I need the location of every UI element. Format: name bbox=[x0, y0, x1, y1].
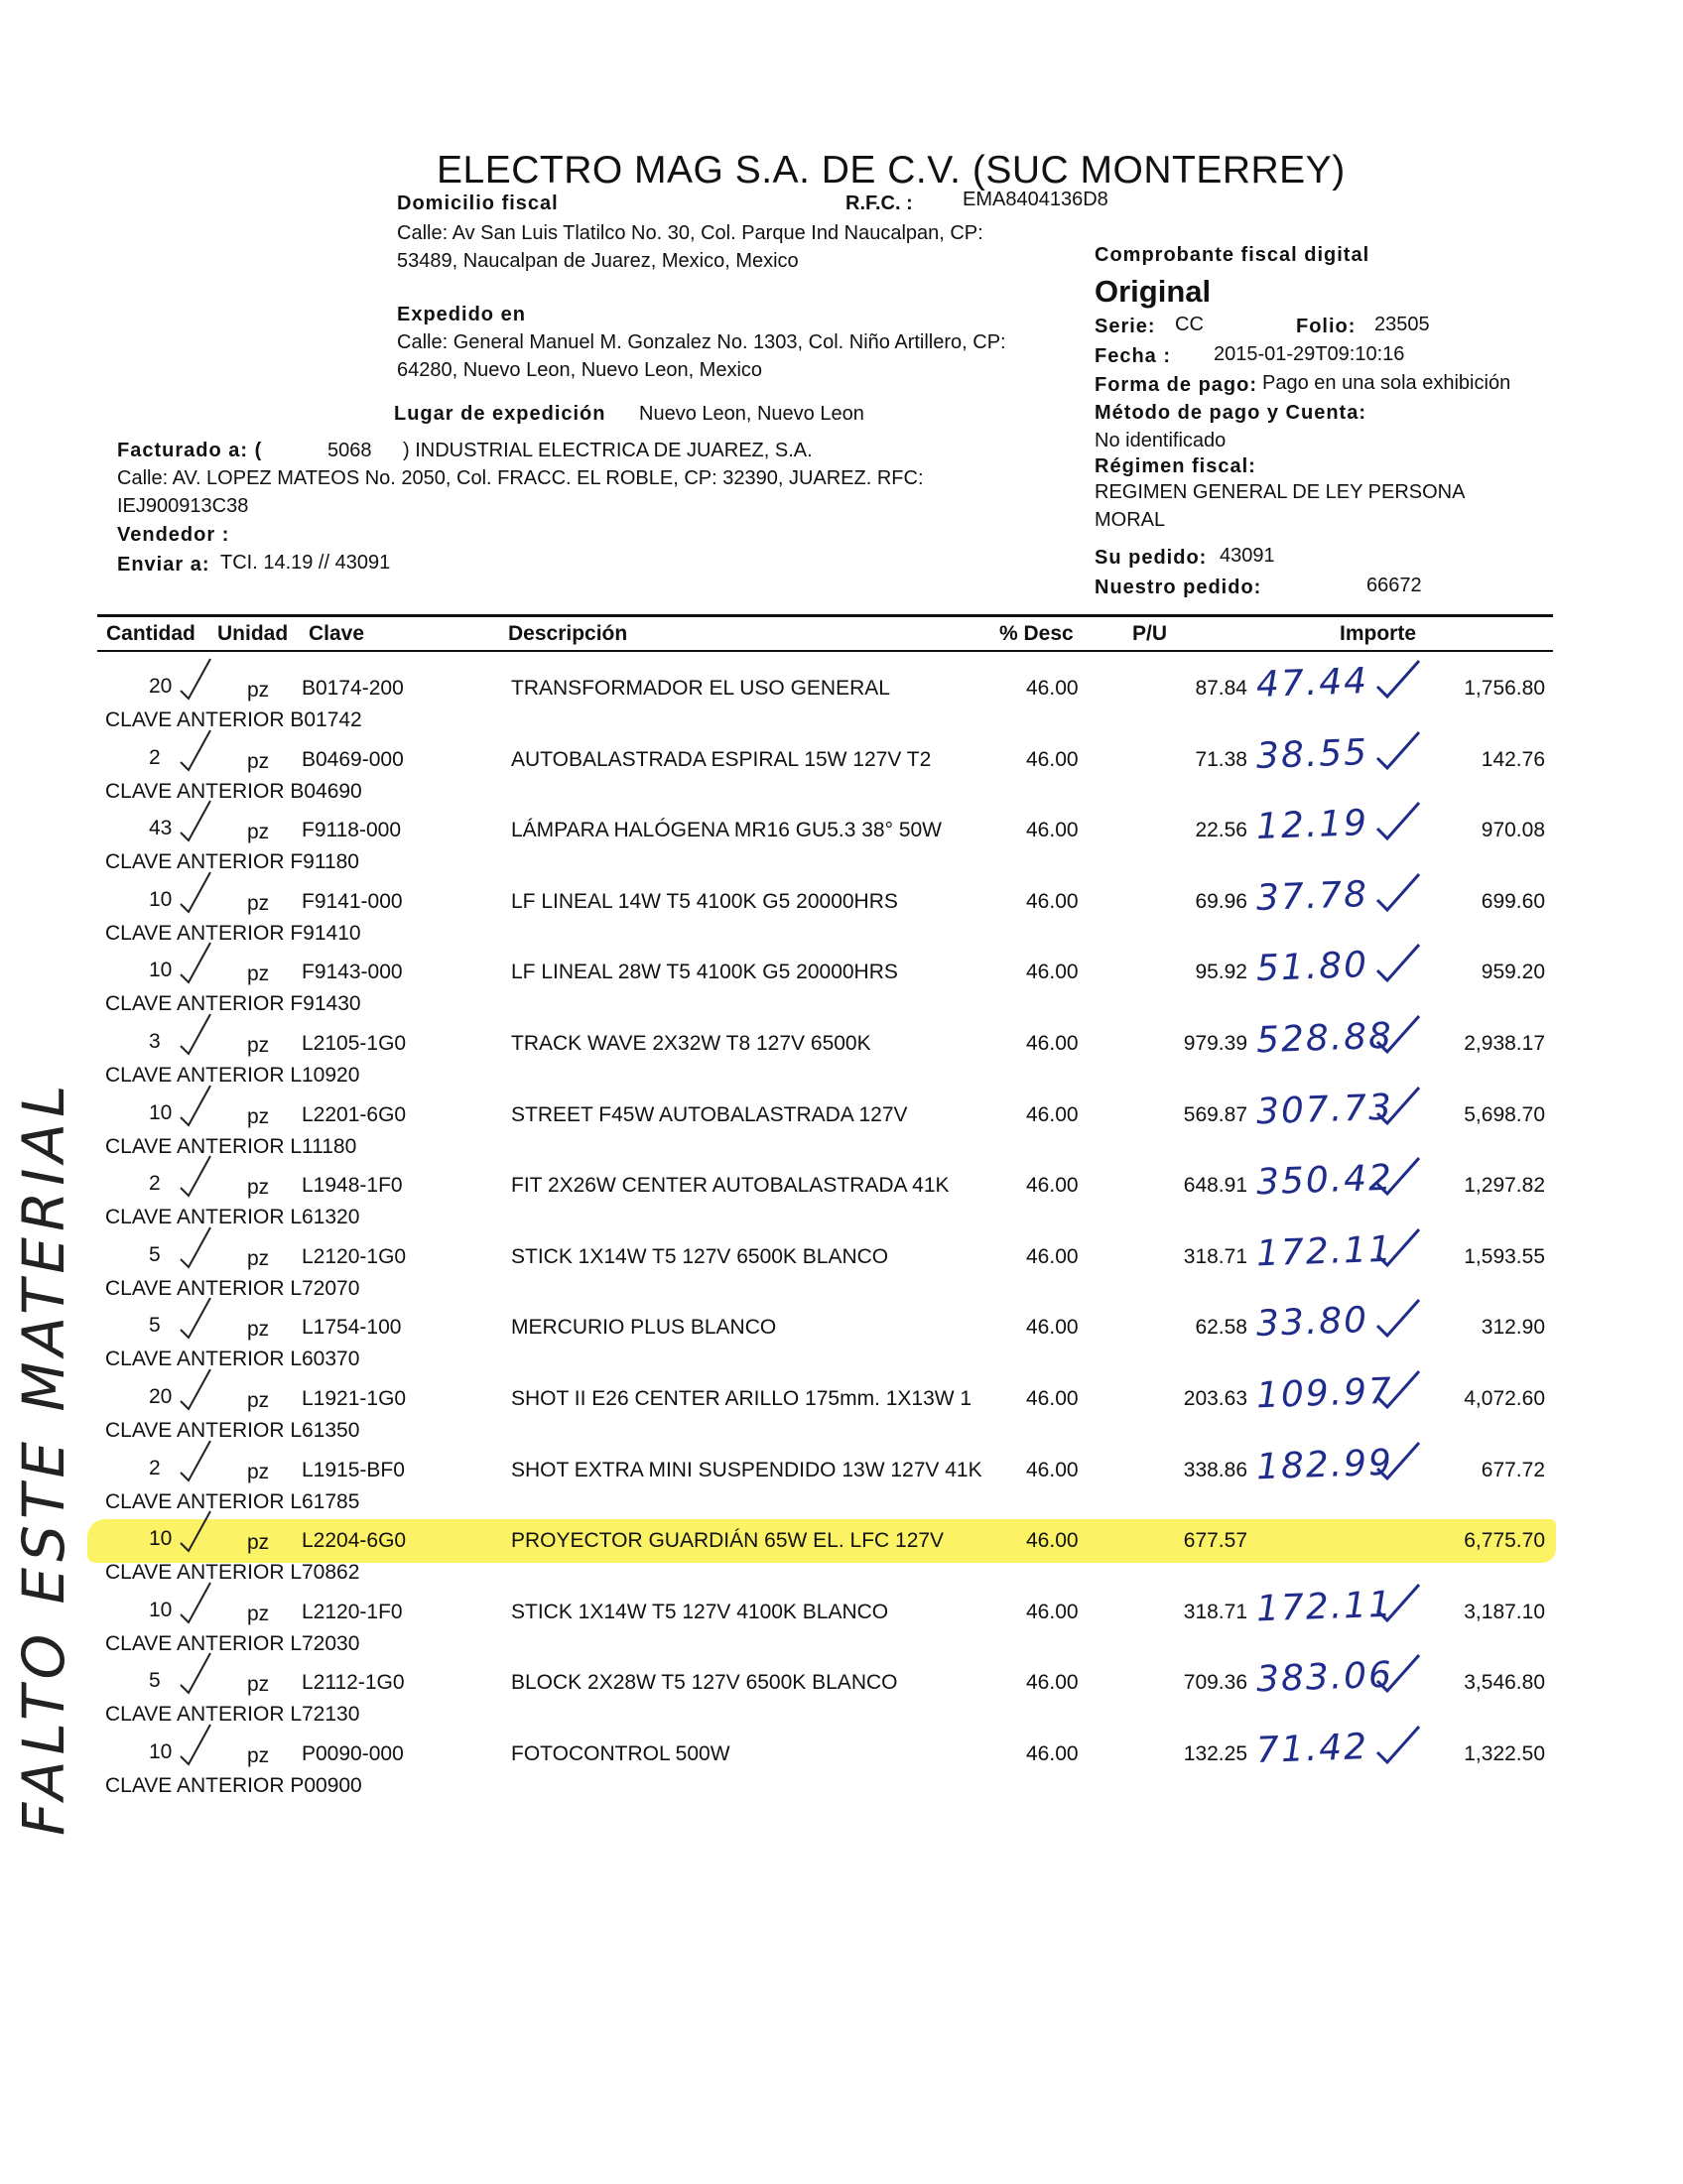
enviar-label: Enviar a: bbox=[117, 554, 210, 576]
row-unit-price: 95.92 bbox=[1195, 961, 1247, 983]
row-previous-clave: CLAVE ANTERIOR L70862 bbox=[105, 1561, 360, 1584]
row-unit-price: 22.56 bbox=[1195, 819, 1247, 841]
table-row bbox=[0, 1513, 1683, 1585]
row-unit: pz bbox=[247, 963, 270, 985]
row-handwritten-price: 307.73 bbox=[1255, 1087, 1394, 1133]
row-handwritten-price: 37.78 bbox=[1255, 874, 1369, 919]
row-importe: 1,756.80 bbox=[1464, 677, 1545, 700]
row-importe: 1,297.82 bbox=[1464, 1174, 1545, 1197]
row-importe: 959.20 bbox=[1481, 961, 1545, 983]
fecha-label: Fecha : bbox=[1095, 345, 1172, 367]
table-row bbox=[0, 661, 1683, 732]
table-row bbox=[0, 1443, 1683, 1514]
row-description: AUTOBALASTRADA ESPIRAL 15W 127V T2 bbox=[511, 748, 932, 771]
row-description: MERCURIO PLUS BLANCO bbox=[511, 1316, 777, 1339]
pen-check-icon bbox=[1373, 1084, 1423, 1127]
row-importe: 3,546.80 bbox=[1464, 1671, 1545, 1694]
row-discount: 46.00 bbox=[1026, 961, 1079, 983]
row-unit-price: 203.63 bbox=[1183, 1387, 1247, 1410]
table-row bbox=[0, 732, 1683, 804]
billing-address-line2: IEJ900913C38 bbox=[117, 495, 249, 517]
table-row bbox=[0, 874, 1683, 946]
row-description: BLOCK 2X28W T5 127V 6500K BLANCO bbox=[511, 1671, 898, 1694]
row-quantity: 2 bbox=[149, 1172, 161, 1195]
row-description: LÁMPARA HALÓGENA MR16 GU5.3 38° 50W bbox=[511, 819, 943, 841]
row-unit: pz bbox=[247, 1673, 270, 1696]
row-handwritten-price: 12.19 bbox=[1255, 803, 1369, 847]
row-unit: pz bbox=[247, 1744, 270, 1767]
row-discount: 46.00 bbox=[1026, 1316, 1079, 1339]
row-importe: 3,187.10 bbox=[1464, 1601, 1545, 1623]
pen-check-icon bbox=[1373, 1439, 1423, 1482]
forma-label: Forma de pago: bbox=[1095, 374, 1258, 396]
check-mark-icon bbox=[177, 726, 216, 776]
check-mark-icon bbox=[177, 1507, 216, 1557]
row-unit-price: 569.87 bbox=[1183, 1103, 1247, 1126]
serie-label: Serie: bbox=[1095, 316, 1156, 337]
row-clave: L1754-100 bbox=[302, 1316, 402, 1339]
rfc-value: EMA8404136D8 bbox=[963, 189, 1108, 210]
row-quantity: 10 bbox=[149, 959, 173, 981]
row-previous-clave: CLAVE ANTERIOR P00900 bbox=[105, 1774, 362, 1797]
row-clave: L1915-BF0 bbox=[302, 1459, 405, 1481]
row-unit: pz bbox=[247, 892, 270, 915]
comprobante-label: Comprobante fiscal digital bbox=[1095, 244, 1370, 266]
row-unit: pz bbox=[247, 1247, 270, 1270]
row-previous-clave: CLAVE ANTERIOR L72070 bbox=[105, 1277, 360, 1300]
table-row bbox=[0, 1727, 1683, 1798]
table-row bbox=[0, 1585, 1683, 1656]
pen-check-icon bbox=[1373, 1296, 1423, 1340]
check-mark-icon bbox=[177, 1152, 216, 1202]
expedido-line2: 64280, Nuevo Leon, Nuevo Leon, Mexico bbox=[397, 359, 763, 381]
row-discount: 46.00 bbox=[1026, 748, 1079, 771]
row-handwritten-price: 38.55 bbox=[1255, 732, 1369, 777]
table-row bbox=[0, 945, 1683, 1016]
su-pedido-value: 43091 bbox=[1220, 545, 1275, 567]
row-clave: F9118-000 bbox=[302, 819, 402, 841]
row-unit-price: 69.96 bbox=[1195, 890, 1247, 913]
check-mark-icon bbox=[177, 1437, 216, 1486]
table-row bbox=[0, 803, 1683, 874]
row-previous-clave: CLAVE ANTERIOR L61320 bbox=[105, 1206, 360, 1228]
row-importe: 6,775.70 bbox=[1464, 1529, 1545, 1552]
row-unit-price: 338.86 bbox=[1183, 1459, 1247, 1481]
row-unit-price: 71.38 bbox=[1195, 748, 1247, 771]
row-previous-clave: CLAVE ANTERIOR F91410 bbox=[105, 922, 361, 945]
row-discount: 46.00 bbox=[1026, 677, 1079, 700]
lugar-value: Nuevo Leon, Nuevo Leon bbox=[639, 403, 864, 425]
row-unit-price: 318.71 bbox=[1183, 1601, 1247, 1623]
row-importe: 970.08 bbox=[1481, 819, 1545, 841]
pen-check-icon bbox=[1373, 870, 1423, 914]
lugar-label: Lugar de expedición bbox=[394, 403, 606, 425]
check-mark-icon bbox=[177, 1579, 216, 1628]
row-unit: pz bbox=[247, 1176, 270, 1199]
row-unit-price: 677.57 bbox=[1183, 1529, 1247, 1552]
row-clave: P0090-000 bbox=[302, 1742, 404, 1765]
check-mark-icon bbox=[177, 1365, 216, 1415]
table-row bbox=[0, 1088, 1683, 1159]
row-clave: B0174-200 bbox=[302, 677, 404, 700]
row-previous-clave: CLAVE ANTERIOR L10920 bbox=[105, 1064, 360, 1087]
row-description: FOTOCONTROL 500W bbox=[511, 1742, 730, 1765]
row-discount: 46.00 bbox=[1026, 1174, 1079, 1197]
row-discount: 46.00 bbox=[1026, 1601, 1079, 1623]
handwritten-side-note: FALTO ESTE MATERIAL bbox=[10, 1079, 77, 1836]
rfc-label: R.F.C. : bbox=[845, 193, 913, 214]
table-header-rule bbox=[97, 650, 1553, 652]
check-mark-icon bbox=[177, 1294, 216, 1344]
regimen-label: Régimen fiscal: bbox=[1095, 455, 1256, 477]
row-clave: B0469-000 bbox=[302, 748, 404, 771]
check-mark-icon bbox=[177, 1223, 216, 1273]
table-row bbox=[0, 1016, 1683, 1088]
row-unit: pz bbox=[247, 1531, 270, 1554]
row-description: STICK 1X14W T5 127V 4100K BLANCO bbox=[511, 1601, 889, 1623]
check-mark-icon bbox=[177, 655, 216, 705]
row-unit-price: 62.58 bbox=[1195, 1316, 1247, 1339]
check-mark-icon bbox=[177, 797, 216, 846]
row-importe: 699.60 bbox=[1481, 890, 1545, 913]
row-clave: L2120-1G0 bbox=[302, 1245, 407, 1268]
row-description: LF LINEAL 14W T5 4100K G5 20000HRS bbox=[511, 890, 898, 913]
row-description: STREET F45W AUTOBALASTRADA 127V bbox=[511, 1103, 908, 1126]
expedido-line1: Calle: General Manuel M. Gonzalez No. 1303, Col. Niño Artillero, CP: bbox=[397, 331, 1006, 353]
pen-check-icon bbox=[1373, 1225, 1423, 1269]
row-discount: 46.00 bbox=[1026, 1103, 1079, 1126]
row-handwritten-price: 71.42 bbox=[1255, 1727, 1369, 1771]
nuestro-pedido-value: 66672 bbox=[1366, 575, 1422, 596]
row-unit: pz bbox=[247, 1603, 270, 1625]
row-handwritten-price: 182.99 bbox=[1255, 1442, 1394, 1488]
domicilio-line2: 53489, Naucalpan de Juarez, Mexico, Mexico bbox=[397, 250, 799, 272]
domicilio-line1: Calle: Av San Luis Tlatilco No. 30, Col. Parque Ind Naucalpan, CP: bbox=[397, 222, 983, 244]
row-quantity: 3 bbox=[149, 1030, 161, 1053]
row-unit: pz bbox=[247, 1318, 270, 1341]
row-clave: L2105-1G0 bbox=[302, 1032, 407, 1055]
row-clave: L2112-1G0 bbox=[302, 1671, 405, 1694]
row-quantity: 5 bbox=[149, 1669, 161, 1692]
expedido-label: Expedido en bbox=[397, 304, 526, 325]
facturado-label: Facturado a: ( bbox=[117, 440, 263, 461]
row-discount: 46.00 bbox=[1026, 1742, 1079, 1765]
row-unit-price: 709.36 bbox=[1183, 1671, 1247, 1694]
row-unit-price: 648.91 bbox=[1183, 1174, 1247, 1197]
row-unit: pz bbox=[247, 750, 270, 773]
check-mark-icon bbox=[177, 868, 216, 918]
row-previous-clave: CLAVE ANTERIOR B04690 bbox=[105, 780, 362, 803]
row-previous-clave: CLAVE ANTERIOR F91430 bbox=[105, 992, 361, 1015]
row-handwritten-price: 383.06 bbox=[1255, 1654, 1394, 1701]
row-previous-clave: CLAVE ANTERIOR L61785 bbox=[105, 1490, 360, 1513]
row-unit-price: 979.39 bbox=[1183, 1032, 1247, 1055]
pen-check-icon bbox=[1373, 728, 1423, 772]
su-pedido-label: Su pedido: bbox=[1095, 547, 1208, 569]
row-handwritten-price: 350.42 bbox=[1255, 1157, 1394, 1204]
enviar-value: TCI. 14.19 // 43091 bbox=[220, 552, 391, 574]
pen-check-icon bbox=[1373, 941, 1423, 984]
domicilio-label: Domicilio fiscal bbox=[397, 193, 559, 214]
row-description: FIT 2X26W CENTER AUTOBALASTRADA 41K bbox=[511, 1174, 950, 1197]
pen-check-icon bbox=[1373, 1154, 1423, 1198]
row-quantity: 10 bbox=[149, 1101, 173, 1124]
folio-label: Folio: bbox=[1296, 316, 1357, 337]
row-quantity: 2 bbox=[149, 746, 161, 769]
header-descripcion: Descripción bbox=[508, 622, 628, 645]
header-unidad: Unidad bbox=[217, 622, 289, 645]
row-quantity: 10 bbox=[149, 1527, 173, 1550]
row-importe: 1,322.50 bbox=[1464, 1742, 1545, 1765]
row-description: TRANSFORMADOR EL USO GENERAL bbox=[511, 677, 890, 700]
serie-value: CC bbox=[1175, 314, 1204, 335]
row-previous-clave: CLAVE ANTERIOR L72030 bbox=[105, 1632, 360, 1655]
table-row bbox=[0, 1300, 1683, 1371]
row-unit: pz bbox=[247, 1034, 270, 1057]
row-previous-clave: CLAVE ANTERIOR B01742 bbox=[105, 708, 362, 731]
row-previous-clave: CLAVE ANTERIOR L60370 bbox=[105, 1348, 360, 1370]
row-importe: 2,938.17 bbox=[1464, 1032, 1545, 1055]
row-discount: 46.00 bbox=[1026, 1245, 1079, 1268]
pen-check-icon bbox=[1373, 1723, 1423, 1766]
row-quantity: 20 bbox=[149, 1385, 173, 1408]
folio-value: 23505 bbox=[1374, 314, 1430, 335]
row-clave: L2204-6G0 bbox=[302, 1529, 407, 1552]
row-unit: pz bbox=[247, 1105, 270, 1128]
row-unit: pz bbox=[247, 679, 270, 702]
row-unit: pz bbox=[247, 1389, 270, 1412]
row-handwritten-price: 33.80 bbox=[1255, 1300, 1369, 1345]
pen-check-icon bbox=[1373, 657, 1423, 701]
table-top-rule bbox=[97, 614, 1553, 617]
row-importe: 312.90 bbox=[1481, 1316, 1545, 1339]
row-discount: 46.00 bbox=[1026, 1387, 1079, 1410]
row-description: LF LINEAL 28W T5 4100K G5 20000HRS bbox=[511, 961, 898, 983]
check-mark-icon bbox=[177, 1721, 216, 1770]
header-importe: Importe bbox=[1340, 622, 1417, 645]
row-previous-clave: CLAVE ANTERIOR F91180 bbox=[105, 850, 359, 873]
row-discount: 46.00 bbox=[1026, 1671, 1079, 1694]
table-row bbox=[0, 1371, 1683, 1443]
forma-value: Pago en una sola exhibición bbox=[1262, 372, 1511, 394]
header-desc-pct: % Desc bbox=[999, 622, 1074, 645]
check-mark-icon bbox=[177, 939, 216, 988]
row-handwritten-price: 172.11 bbox=[1255, 1584, 1394, 1630]
header-clave: Clave bbox=[309, 622, 365, 645]
row-quantity: 10 bbox=[149, 1740, 173, 1763]
row-handwritten-price: 528.88 bbox=[1255, 1015, 1394, 1062]
row-description: SHOT II E26 CENTER ARILLO 175mm. 1X13W 1 bbox=[511, 1387, 972, 1410]
check-mark-icon bbox=[177, 1649, 216, 1699]
pen-check-icon bbox=[1373, 799, 1423, 842]
row-discount: 46.00 bbox=[1026, 1032, 1079, 1055]
table-row bbox=[0, 1229, 1683, 1301]
row-handwritten-price: 172.11 bbox=[1255, 1228, 1394, 1275]
row-quantity: 10 bbox=[149, 888, 173, 911]
regimen-line2: MORAL bbox=[1095, 509, 1166, 531]
row-clave: F9141-000 bbox=[302, 890, 403, 913]
row-clave: L1921-1G0 bbox=[302, 1387, 407, 1410]
row-discount: 46.00 bbox=[1026, 819, 1079, 841]
row-unit-price: 132.25 bbox=[1183, 1742, 1247, 1765]
row-importe: 677.72 bbox=[1481, 1459, 1545, 1481]
row-discount: 46.00 bbox=[1026, 1459, 1079, 1481]
row-quantity: 10 bbox=[149, 1599, 173, 1621]
row-description: PROYECTOR GUARDIÁN 65W EL. LFC 127V bbox=[511, 1529, 945, 1552]
row-quantity: 5 bbox=[149, 1314, 161, 1337]
billing-address-line1: Calle: AV. LOPEZ MATEOS No. 2050, Col. FRACC. EL ROBLE, CP: 32390, JUAREZ. RFC: bbox=[117, 467, 924, 489]
metodo-value: No identificado bbox=[1095, 430, 1227, 451]
nuestro-pedido-label: Nuestro pedido: bbox=[1095, 577, 1262, 598]
row-importe: 4,072.60 bbox=[1464, 1387, 1545, 1410]
row-importe: 5,698.70 bbox=[1464, 1103, 1545, 1126]
row-quantity: 20 bbox=[149, 675, 173, 698]
pen-check-icon bbox=[1373, 1367, 1423, 1411]
row-clave: F9143-000 bbox=[302, 961, 403, 983]
row-quantity: 2 bbox=[149, 1457, 161, 1479]
row-clave: L1948-1F0 bbox=[302, 1174, 403, 1197]
pen-check-icon bbox=[1373, 1012, 1423, 1056]
original-label: Original bbox=[1095, 274, 1212, 309]
row-description: STICK 1X14W T5 127V 6500K BLANCO bbox=[511, 1245, 889, 1268]
pen-check-icon bbox=[1373, 1651, 1423, 1695]
facturado-name: ) INDUSTRIAL ELECTRICA DE JUAREZ, S.A. bbox=[403, 440, 813, 461]
fecha-value: 2015-01-29T09:10:16 bbox=[1214, 343, 1405, 365]
row-clave: L2120-1F0 bbox=[302, 1601, 403, 1623]
company-title: ELECTRO MAG S.A. DE C.V. (SUC MONTERREY) bbox=[437, 149, 1346, 192]
check-mark-icon bbox=[177, 1010, 216, 1060]
row-unit: pz bbox=[247, 821, 270, 843]
row-clave: L2201-6G0 bbox=[302, 1103, 407, 1126]
row-quantity: 43 bbox=[149, 817, 173, 839]
row-importe: 1,593.55 bbox=[1464, 1245, 1545, 1268]
row-unit-price: 87.84 bbox=[1195, 677, 1247, 700]
row-unit: pz bbox=[247, 1461, 270, 1483]
row-handwritten-price: 47.44 bbox=[1255, 661, 1369, 706]
regimen-line1: REGIMEN GENERAL DE LEY PERSONA bbox=[1095, 481, 1466, 503]
row-description: SHOT EXTRA MINI SUSPENDIDO 13W 127V 41K bbox=[511, 1459, 982, 1481]
row-previous-clave: CLAVE ANTERIOR L11180 bbox=[105, 1135, 357, 1158]
row-discount: 46.00 bbox=[1026, 890, 1079, 913]
pen-check-icon bbox=[1373, 1581, 1423, 1624]
check-mark-icon bbox=[177, 1082, 216, 1131]
table-row bbox=[0, 1158, 1683, 1229]
facturado-num: 5068 bbox=[327, 440, 372, 461]
vendedor-label: Vendedor : bbox=[117, 524, 230, 546]
row-unit-price: 318.71 bbox=[1183, 1245, 1247, 1268]
row-previous-clave: CLAVE ANTERIOR L61350 bbox=[105, 1419, 360, 1442]
row-importe: 142.76 bbox=[1481, 748, 1545, 771]
row-discount: 46.00 bbox=[1026, 1529, 1079, 1552]
row-handwritten-price: 51.80 bbox=[1255, 945, 1369, 989]
row-previous-clave: CLAVE ANTERIOR L72130 bbox=[105, 1703, 360, 1726]
table-row bbox=[0, 1655, 1683, 1727]
metodo-label: Método de pago y Cuenta: bbox=[1095, 402, 1366, 424]
header-pu: P/U bbox=[1132, 622, 1168, 645]
row-description: TRACK WAVE 2X32W T8 127V 6500K bbox=[511, 1032, 871, 1055]
header-cantidad: Cantidad bbox=[106, 622, 195, 645]
row-handwritten-price: 109.97 bbox=[1255, 1370, 1394, 1417]
row-quantity: 5 bbox=[149, 1243, 161, 1266]
